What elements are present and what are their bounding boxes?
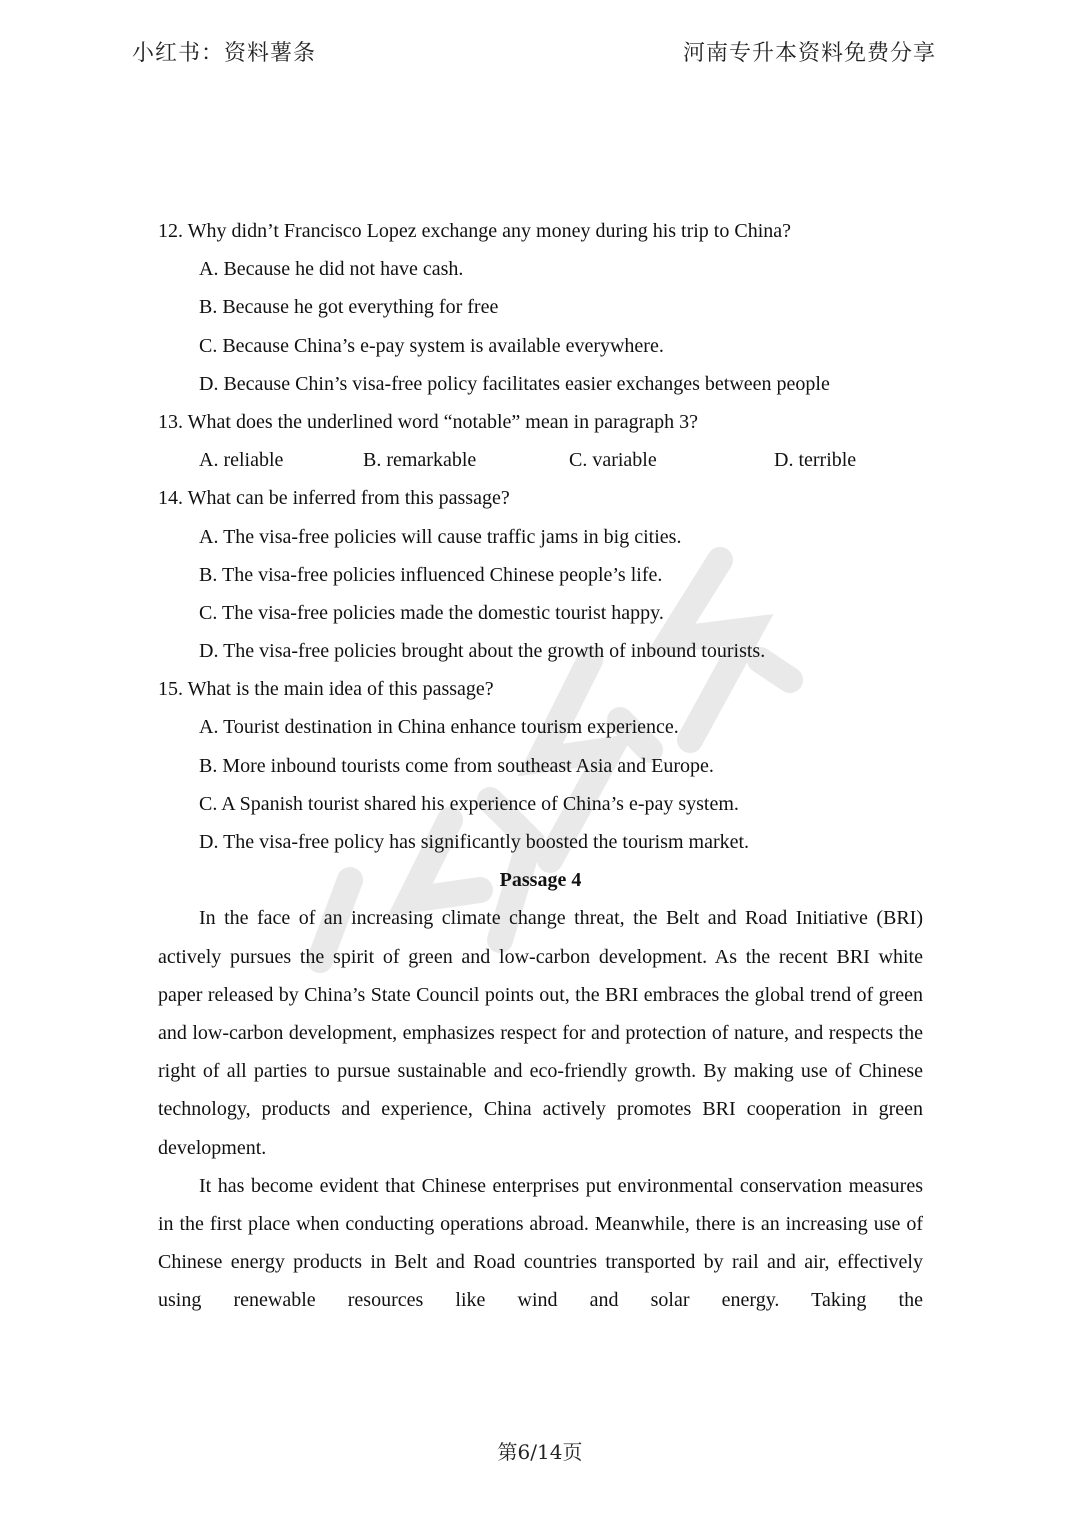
question-14-option-b: B. The visa-free policies influenced Chinese people’s life. — [199, 563, 663, 586]
question-13-option-a: A. reliable — [199, 449, 284, 472]
question-13-stem: 13. What does the underlined word “notable” mean in paragraph 3? — [158, 410, 698, 433]
question-12-option-c: C. Because China’s e-pay system is available everywhere. — [199, 334, 664, 357]
question-14-option-c: C. The visa-free policies made the domestic tourist happy. — [199, 601, 664, 624]
question-15-option-a: A. Tourist destination in China enhance tourism experience. — [199, 716, 679, 739]
passage-title: Passage 4 — [499, 869, 582, 892]
question-15-option-d: D. The visa-free policy has significantly boosted the tourism market. — [199, 831, 750, 853]
question-13-option-c: C. variable — [569, 449, 657, 472]
exam-content — [158, 212, 923, 1320]
question-12-stem: 12. Why didn’t Francisco Lopez exchange any money during his trip to China? — [158, 220, 792, 242]
question-13-options-row — [158, 441, 923, 479]
header-source-label: 小红书：资料薯条 — [132, 41, 317, 66]
question-14-option-d: D. The visa-free policies brought about the growth of inbound tourists. — [199, 640, 766, 663]
question-15-option-c: C. A Spanish tourist shared his experience of China’s e-pay system. — [199, 792, 739, 815]
page-number: 第6/14页 — [497, 1440, 583, 1464]
question-12-option-d: D. Because Chin’s visa-free policy facilitates easier exchanges between people — [199, 372, 830, 395]
passage-paragraph-1: In the face of an increasing climate change threat, the Belt and Road Initiative (BRI) actively pursues the spirit of green and low-carbon development. As the recent BRI white paper released by China’s State Council points out, the BRI embraces the global trend of green and low-carbon development, emphasizes respect for and protection of nature, and respects the right of all parties to pursue sustainable and eco-friendly growth. By making use of Chinese technology, products and experience, China actively promotes BRI cooperation in green development. — [158, 907, 923, 1159]
passage-paragraph-2: It has become evident that Chinese enterprises put environmental conservation measures in the first place when conducting operations abroad. Meanwhile, there is an increasing use of Chinese energy products in Belt and Road countries transported by rail and air, effectively using renewable resources like wind and solar energy. Taking the — [158, 1174, 923, 1312]
question-15-stem: 15. What is the main idea of this passage? — [158, 678, 494, 701]
passage-paragraph-2-container — [158, 1167, 923, 1320]
header-share-label: 河南专升本资料免费分享 — [682, 41, 936, 66]
question-13-option-d: D. terrible — [774, 449, 857, 472]
question-13-option-b: B. remarkable — [363, 449, 477, 472]
question-14-option-a: A. The visa-free policies will cause traffic jams in big cities. — [199, 525, 682, 548]
question-15-option-b: B. More inbound tourists come from southeast Asia and Europe. — [199, 754, 714, 777]
question-12-option-a: A. Because he did not have cash. — [199, 258, 464, 281]
question-12-option-b: B. Because he got everything for free — [199, 296, 499, 319]
question-14-stem: 14. What can be inferred from this passage? — [158, 487, 510, 510]
